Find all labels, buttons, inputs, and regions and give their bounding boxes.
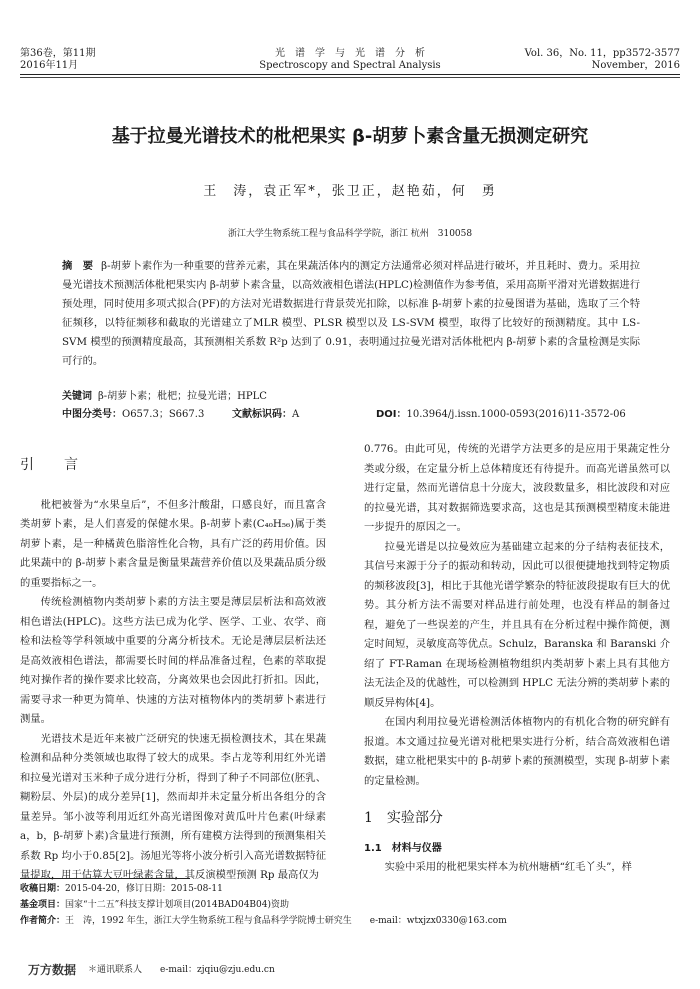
issue-info-en: Vol. 36，No. 11，pp3572-3577 November，2016: [524, 48, 680, 71]
issue-info-cn: 第36卷，第11期 2016年11月: [20, 48, 96, 71]
paragraph: 0.776。由此可见，传统的光谱学方法更多的是应用于果蔬定性分类或分级，在定量分析上总体精度还有待提升。而高光谱虽然可以进行定量，然而光谱信息十分庞大，波段数量多，相比波段和对应的拉曼光谱，其对数据筛选要求高，这也是其预测模型精度未能进一步提升的原因之一。: [364, 443, 670, 533]
affiliation: 浙江大学生物系统工程与食品科学学院，浙江 杭州 310058: [227, 229, 473, 239]
left-column: [20, 438, 326, 886]
abstract-label: 摘 要: [62, 260, 94, 272]
author-list: 王 涛，袁正军*，张卫正，赵艳茹，何 勇: [203, 184, 497, 199]
clc-value: O657.3；S667.3: [122, 409, 205, 420]
doc-code-value: A: [292, 409, 300, 420]
received-dates: 2015-04-20，修订日期：2015-08-11: [65, 884, 223, 894]
abstract: [62, 257, 640, 371]
footnotes: [20, 881, 670, 929]
journal-name: 光 谱 学 与 光 谱 分 析 Spectroscopy and Spectral Analysis: [259, 48, 441, 71]
paragraph: 枇杷被誉为“水果皇后”，不但多汁酸甜，口感良好，而且富含类胡萝卜素，是人们喜爱的保健水果。β-胡萝卜素(C₄₀H₅₆)属于类胡萝卜素，是一种橘黄色脂溶性化合物，具有广泛的药用价值。因此果蔬中的 β-胡萝卜素含量是衡量果蔬营养价值以及果蔬品质分级的重要指标之一。: [20, 498, 326, 589]
doi-label: DOI：: [376, 409, 407, 420]
author-bio: 王 涛，1992 年生，浙江大学生物系统工程与食品科学学院博士研究生 e-mail：wtxjzx0330@163.com: [65, 916, 507, 926]
watermark-logo: 万方数据: [28, 963, 77, 977]
paragraph: 传统检测植物内类胡萝卜素的方法主要是薄层层析法和高效液相色谱法(HPLC)。这些方法已成为化学、医学、工业、农学、商检和法检等学科领域中重要的分离分析技术。无论是薄层层析法还是高效液相色谱法，都需要长时间的样品准备过程，色素的萃取提纯对操作者的操作要求比较高，分离效果也会因此打折扣。因此，需要寻求一种更为简单、快速的方法对植物体内的类胡萝卜素进行测量。: [20, 596, 326, 725]
received-label: 收稿日期：: [20, 884, 66, 894]
right-column: [364, 440, 670, 878]
section-heading-intro: 引 言: [20, 457, 86, 473]
doi-value: 10.3964/j.issn.1000-0593(2016)11-3572-06: [406, 409, 626, 420]
corresponding-author: ＊通讯联系人 e-mail：zjqiu@zju.edu.cn: [88, 965, 275, 975]
paragraph: 光谱技术是近年来被广泛研究的快速无损检测技术，其在果蔬检测和品种分类领域也取得了较大的成果。李占龙等利用红外光谱和拉曼光谱对玉米种子成分进行分析，得到了种子不同部位(胚乳、糊粉层、外层)的成分差异[1]，然而却并未定量分析出各组分的含量差异。邹小波等利用近红外高光谱图像对黄瓜叶片色素(叶绿素 a，b，β-胡萝卜素)含量进行预测，所有建模方法得到的预测集相关系数 Rp 均小于0.85[2]。汤旭光等将小波分析引入高光谱数据特征量提取，用于估算大豆叶绿素含量，其反演模型预测 Rp 最高仅为: [20, 732, 326, 881]
author-bio-label: 作者简介：: [20, 916, 66, 926]
paragraph: 在国内利用拉曼光谱检测活体植物内的有机化合物的研究鲜有报道。本文通过拉曼光谱对枇杷果实进行分析，结合高效液相色谱数据，建立枇杷果实中的 β-胡萝卜素的预测模型，实现 β-胡萝卜素的定量检测。: [364, 716, 670, 787]
page-header: [0, 0, 700, 76]
abstract-text: β-胡萝卜素作为一种重要的营养元素，其在果蔬活体内的测定方法通常必须对样品进行破坏，并且耗时、费力。采用拉曼光谱技术预测活体枇杷果实内 β-胡萝卜素含量，以高效液相色谱法(HPLC)检测值作为参考值，采用高斯平滑对光谱数据进行预处理，同时使用多项式拟合(PF)的方法对光谱数据进行背景荧光扣除，以标准 β-胡萝卜素的拉曼图谱为基础，选取了三个特征频移，以特征频移和截取的光谱建立了MLR 模型、PLSR 模型以及 LS-SVM 模型，取得了比较好的预测精度。其中 LS-SVM 模型的预测精度最高，其预测相关系数 R²p 达到了 0.91，表明通过拉曼光谱对活体枇杷内 β-胡萝卜素的含量检测是实际可行的。: [62, 260, 641, 367]
keywords-label: 关键词: [62, 391, 92, 402]
paragraph: 实验中采用的枇杷果实样本为杭州塘栖“红毛丫头”，样: [384, 861, 632, 873]
subsection-heading-materials: 1.1 材料与仪器: [364, 842, 442, 854]
doc-code-label: 文献标识码：: [232, 409, 292, 420]
paragraph: 拉曼光谱是以拉曼效应为基础建立起来的分子结构表征技术，其信号来源于分子的振动和转动，因此可以很便捷地找到特定物质的频移波段[3]，相比于其他光谱学繁杂的特征波段提取有巨大的优势。其分析方法不需要对样品进行前处理，也没有样品的制备过程，避免了一些误差的产生，并且具有在分析过程中操作简便，测定时间短，灵敏度高等优点。Schulz，Baranska 和 Baranski 介绍了 FT-Raman 在现场检测植物组织内类胡萝卜素上具有其他方法无法企及的优越性，可以检测到 HPLC 无法分辨的类胡萝卜素的顺反异构体[4]。: [364, 540, 670, 709]
keywords-block: [62, 388, 662, 424]
keywords-text: β-胡萝卜素；枇杷；拉曼光谱；HPLC: [98, 391, 267, 402]
fund-text: 国家“十二五”科技支撑计划项目(2014BAD04B04)资助: [65, 900, 289, 910]
footnote-rule: [20, 878, 190, 879]
paper-title: 基于拉曼光谱技术的枇杷果实 β-胡萝卜素含量无损测定研究: [111, 126, 589, 147]
clc-label: 中图分类号：: [62, 409, 122, 420]
header-rule-thin: [20, 77, 680, 78]
section-heading-experiment: 1 实验部分: [364, 810, 443, 826]
header-rule: [20, 74, 680, 75]
fund-label: 基金项目：: [20, 900, 66, 910]
